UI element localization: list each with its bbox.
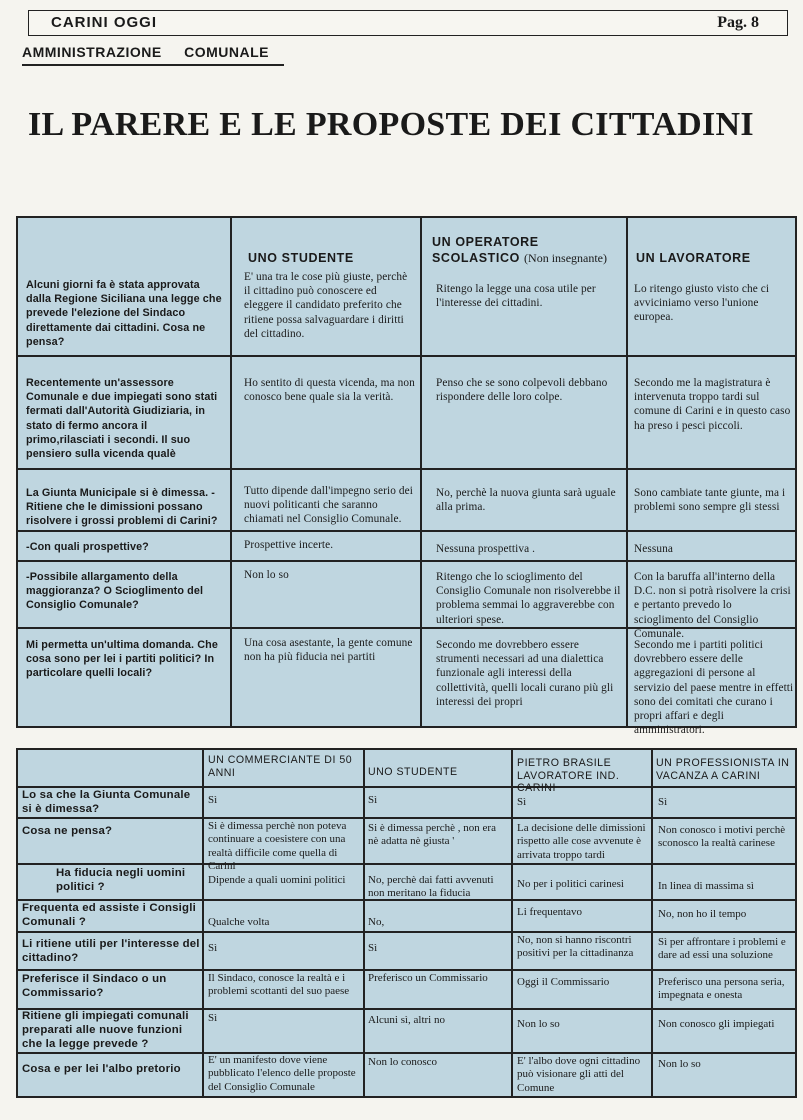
q2-7: Ritiene gli impiegati comunali preparati alle nuove funzioni che la legge prevede ? bbox=[22, 1010, 189, 1050]
q2-8: Cosa e per lei l'albo pretorio bbox=[22, 1063, 181, 1075]
answer-2-worker: Secondo me la magistratura è intervenuta troppo tardi sul comune di Carini e in questo caso ha preso i pesci piccoli. bbox=[634, 377, 791, 432]
a2-5-professional: Sì per affrontare i problemi e dare ad essi una soluzione bbox=[658, 936, 786, 962]
a2-3-student: No, perchè dai fatti avvenuti non meritano la fiducia bbox=[368, 874, 494, 900]
answer-3-worker: Sono cambiate tante giunte, ma i problemi sono sempre gli stessi bbox=[634, 487, 786, 514]
a2-8-student: Non lo conosco bbox=[368, 1056, 438, 1068]
q2-1: Lo sa che la Giunta Comunale si è dimessa? bbox=[22, 789, 191, 815]
header-operator-note: (Non insegnante) bbox=[524, 251, 608, 265]
answer-5-worker: Con la baruffa all'interno della D.C. non si potrà risolvere la crisi e pertanto prevedo lo scioglimento del Consiglio Comunale. bbox=[634, 571, 791, 640]
header-operator-title: UN OPERATORE SCOLASTICO bbox=[432, 235, 539, 265]
publication-name: CARINI OGGI bbox=[51, 14, 158, 31]
survey-table-1 bbox=[16, 216, 797, 737]
a2-2-professional: Non conosco i motivi perchè sconosco la realtà carinese bbox=[658, 824, 786, 850]
answer-3-operator: No, perchè la nuova giunta sarà uguale alla prima. bbox=[436, 487, 616, 514]
a2-1-student: Sì bbox=[368, 794, 378, 806]
answer-1-worker: Lo ritengo giusto visto che ci avviciniamo verso l'unione europea. bbox=[634, 283, 770, 324]
answer-4-operator: Nessuna prospettiva . bbox=[436, 543, 536, 555]
answer-4-worker: Nessuna bbox=[634, 543, 673, 555]
a2-4-professional: No, non ho il tempo bbox=[658, 908, 747, 920]
a2-4-merchant: Qualche volta bbox=[208, 916, 270, 928]
a2-5-student: Sì bbox=[368, 942, 378, 954]
page-header bbox=[28, 10, 788, 36]
question-4: -Con quali prospettive? bbox=[26, 541, 149, 553]
a2-4-pietro: Li frequentavo bbox=[517, 906, 583, 918]
a2-7-professional: Non conosco gli impiegati bbox=[658, 1018, 775, 1030]
a2-2-pietro: La decisione delle dimissioni rispetto alle cose avvenute è arrivata troppo tardi bbox=[517, 822, 646, 861]
answer-4-student: Prospettive incerte. bbox=[244, 539, 334, 551]
survey-table-2 bbox=[16, 748, 797, 1098]
a2-2-student: Si è dimessa perchè , non era nè adatta nè giusta ' bbox=[368, 822, 496, 848]
a2-2-merchant: Si è dimessa perchè non poteva continuare a coesistere con una realtà difficile come quella di Carini bbox=[208, 820, 347, 873]
answer-3-student: Tutto dipende dall'impegno serio dei nuovi politicanti che saranno chiamati nel Consiglio Comunale. bbox=[244, 485, 414, 526]
q2-2: Cosa ne pensa? bbox=[22, 825, 113, 837]
a2-7-merchant: Sì bbox=[208, 1012, 218, 1024]
a2-5-merchant: Sì bbox=[208, 942, 218, 954]
header-merchant: UN COMMERCIANTE DI 50 ANNI bbox=[208, 754, 353, 779]
a2-7-pietro: Non lo so bbox=[517, 1018, 560, 1030]
q2-5: Li ritiene utili per l'interesse del cittadino? bbox=[22, 938, 200, 964]
a2-6-professional: Preferisco una persona seria, impegnata e onesta bbox=[658, 976, 785, 1002]
header-pietro: PIETRO BRASILE LAVORATORE IND. CARINI bbox=[517, 757, 620, 795]
question-1: Alcuni giorni fa è stata approvata dalla Regione Siciliana una legge che prevede l'elezione del Sindaco direttamente dai cittadini. Cosa ne pensa? bbox=[26, 279, 222, 348]
a2-6-merchant: Il Sindaco, conosce la realtà e i problemi scottanti del suo paese bbox=[208, 972, 350, 998]
answer-2-operator: Penso che se sono colpevoli debbano rispondere delle loro colpe. bbox=[436, 377, 608, 404]
header-operator bbox=[432, 234, 624, 266]
a2-8-pietro: E' l'albo dove ogni cittadino può visionare gli atti del Comune bbox=[517, 1055, 641, 1094]
a2-1-professional: Sì bbox=[658, 796, 668, 808]
header-student-2: UNO STUDENTE bbox=[368, 766, 458, 778]
a2-3-pietro: No per i politici carinesi bbox=[517, 878, 624, 890]
a2-8-professional: Non lo so bbox=[658, 1058, 701, 1070]
a2-6-student: Preferisco un Commissario bbox=[368, 972, 488, 984]
page-title: IL PARERE E LE PROPOSTE DEI CITTADINI bbox=[28, 106, 754, 143]
answer-1-student: E' una tra le cose più giuste, perchè il cittadino può conoscere ed eleggere il candidato preferito che ritiene possa salvaguardare i diritti del cittadino. bbox=[244, 271, 408, 340]
a2-1-pietro: Sì bbox=[517, 796, 527, 808]
answer-6-student: Una cosa asestante, la gente comune non ha più fiducia nei partiti bbox=[244, 637, 413, 664]
a2-3-merchant: Dipende a quali uomini politici bbox=[208, 874, 346, 886]
q2-3: Ha fiducia negli uomini politici ? bbox=[56, 867, 186, 893]
a2-6-pietro: Oggi il Commissario bbox=[517, 976, 610, 988]
question-3: La Giunta Municipale si è dimessa. - Ritiene che le dimissioni possano risolvere i grossi problemi di Carini? bbox=[26, 487, 218, 528]
header-student: UNO STUDENTE bbox=[248, 251, 354, 265]
question-6: Mi permetta un'ultima domanda. Che cosa sono per lei i partiti politici? In particolare quelli locali? bbox=[26, 639, 218, 680]
answer-6-operator: Secondo me dovrebbero essere strumenti necessari ad una dialettica funzionale agli interessi della collettività, quelli locali curano più gli interessi dei propri bbox=[436, 639, 614, 708]
q2-6: Preferisce il Sindaco o un Commissario? bbox=[22, 973, 167, 999]
question-5: -Possibile allargamento della maggioranza? O Scioglimento del Consiglio Comunale? bbox=[26, 571, 204, 612]
a2-7-student: Alcuni sì, altri no bbox=[368, 1014, 445, 1026]
answer-5-student: Non lo so bbox=[244, 569, 289, 581]
header-worker: UN LAVORATORE bbox=[636, 251, 751, 265]
answer-6-worker: Secondo me i partiti politici dovrebbero essere delle aggregazioni di persone al servizio del paese mentre in effetti sono dei comitati che curano i propri affari e degli amministratori. bbox=[634, 639, 794, 737]
answer-5-operator: Ritengo che lo scioglimento del Consiglio Comunale non risolverebbe il problema semmai lo aggraverebbe con ulteriori spese. bbox=[436, 571, 621, 626]
question-2: Recentemente un'assessore Comunale e due impiegati sono stati fermati dall'Autorità Giudiziaria, in stato di fermo ancora il primo,rilasciati i secondi. Il suo pensiero sulla vicenda qualè bbox=[26, 377, 218, 461]
a2-5-pietro: No, non si hanno riscontri positivi per la cittadinanza bbox=[517, 934, 634, 960]
header-professional: UN PROFESSIONISTA IN VACANZA A CARINI bbox=[656, 757, 790, 782]
page-number: Pag. 8 bbox=[717, 14, 759, 31]
answer-2-student: Ho sentito di questa vicenda, ma non conosco bene quale sia la verità. bbox=[244, 377, 415, 404]
answer-1-operator: Ritengo la legge una cosa utile per l'interesse dei cittadini. bbox=[436, 283, 596, 310]
q2-4: Frequenta ed assiste i Consigli Comunali ? bbox=[22, 902, 196, 928]
a2-1-merchant: Sì bbox=[208, 794, 218, 806]
a2-3-professional: In linea di massima sì bbox=[658, 880, 754, 892]
a2-8-merchant: E' un manifesto dove viene pubblicato l'elenco delle proposte del Consiglio Comunale bbox=[208, 1054, 356, 1093]
section-label: AMMINISTRAZIONE COMUNALE bbox=[22, 44, 284, 66]
a2-4-student: No, bbox=[368, 916, 385, 928]
